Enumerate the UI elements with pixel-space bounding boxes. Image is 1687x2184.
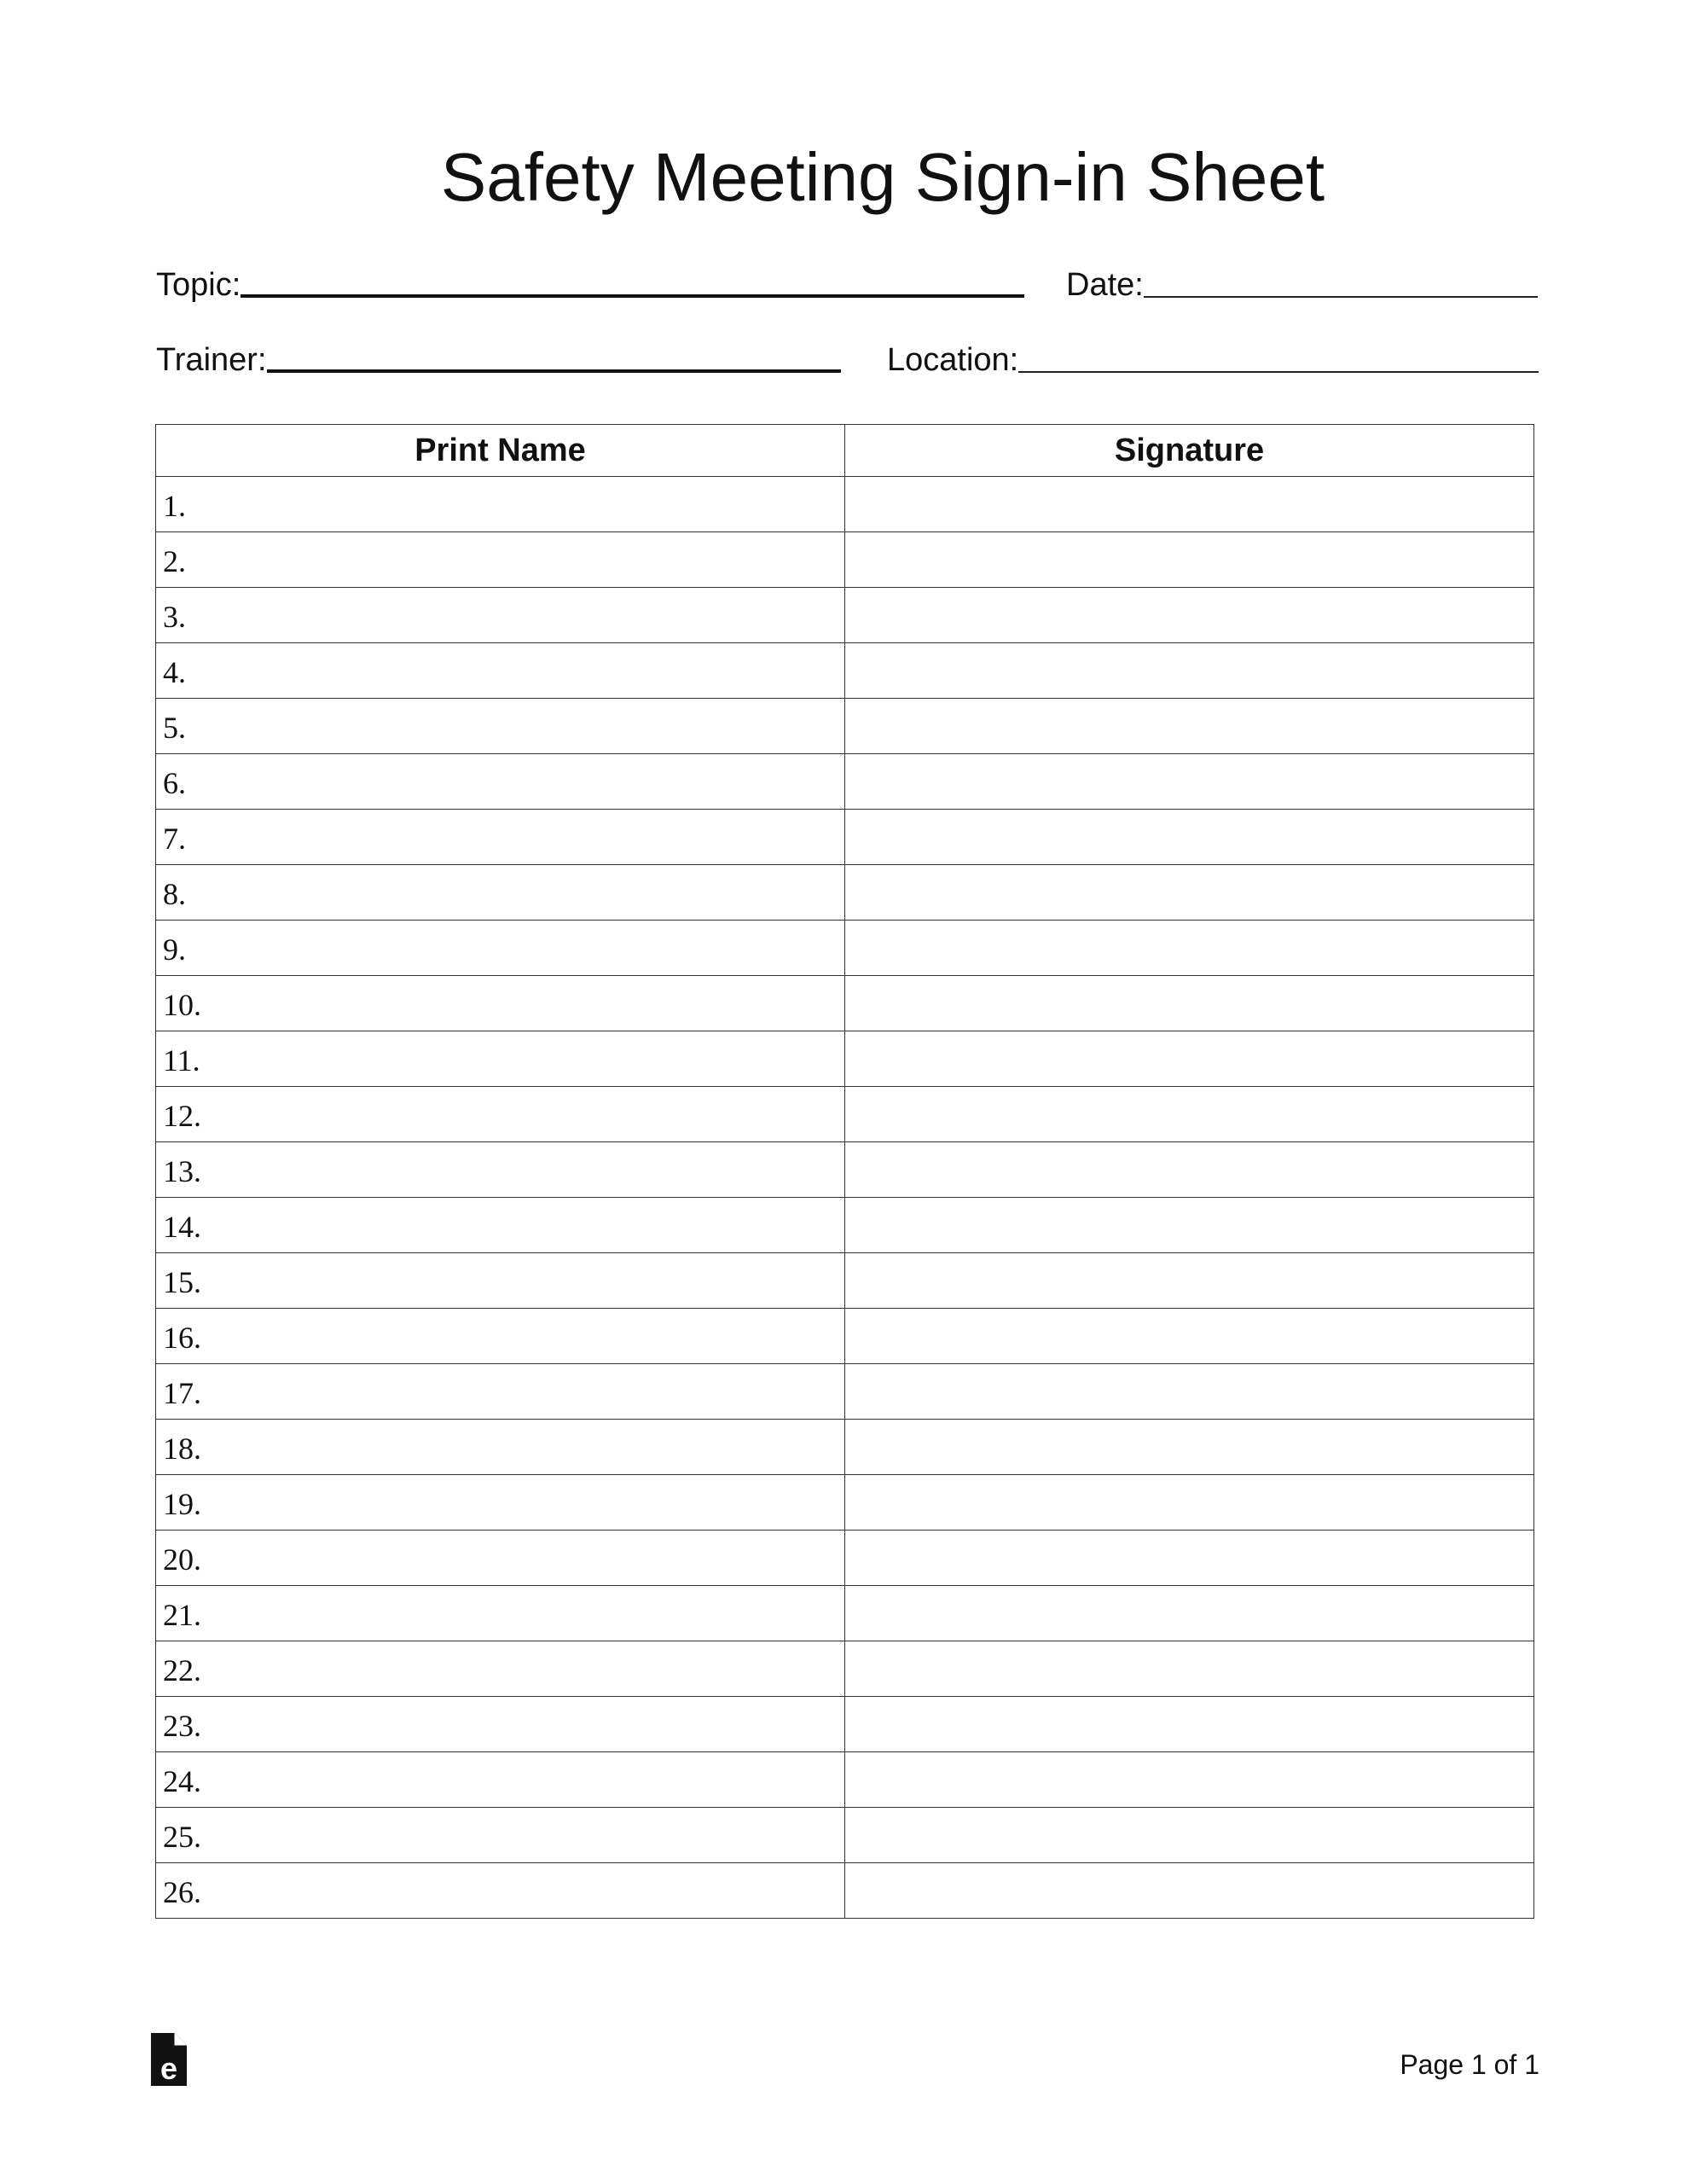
print-name-cell[interactable]: 12.	[156, 1087, 845, 1142]
print-name-cell[interactable]: 15.	[156, 1253, 845, 1309]
table-row	[156, 1253, 1534, 1309]
signature-cell[interactable]	[845, 643, 1534, 699]
signature-cell[interactable]	[845, 588, 1534, 643]
table-row	[156, 1697, 1534, 1752]
location-field[interactable]	[887, 344, 1539, 376]
table-row	[156, 810, 1534, 865]
print-name-cell[interactable]: 17.	[156, 1364, 845, 1420]
signature-cell[interactable]	[845, 1142, 1534, 1198]
signature-cell[interactable]	[845, 810, 1534, 865]
signature-cell[interactable]	[845, 1087, 1534, 1142]
print-name-cell[interactable]: 26.	[156, 1863, 845, 1919]
table-row	[156, 1475, 1534, 1531]
print-name-cell[interactable]: 9.	[156, 921, 845, 976]
signature-cell[interactable]	[845, 1309, 1534, 1364]
location-label: Location:	[887, 342, 1019, 378]
sign-in-table	[155, 424, 1534, 1919]
table-row	[156, 976, 1534, 1031]
signature-cell[interactable]	[845, 1697, 1534, 1752]
signature-cell[interactable]	[845, 976, 1534, 1031]
print-name-cell[interactable]: 11.	[156, 1031, 845, 1087]
print-name-cell[interactable]: 10.	[156, 976, 845, 1031]
print-name-cell[interactable]: 22.	[156, 1641, 845, 1697]
table-row	[156, 1586, 1534, 1641]
date-label: Date:	[1066, 267, 1144, 303]
topic-field[interactable]	[156, 269, 1024, 301]
table-row	[156, 1031, 1534, 1087]
trainer-input-line[interactable]	[267, 369, 841, 373]
print-name-cell[interactable]: 3.	[156, 588, 845, 643]
signature-cell[interactable]	[845, 1586, 1534, 1641]
table-row	[156, 865, 1534, 921]
signature-cell[interactable]	[845, 1198, 1534, 1253]
print-name-cell[interactable]: 19.	[156, 1475, 845, 1531]
table-row	[156, 921, 1534, 976]
print-name-cell[interactable]: 8.	[156, 865, 845, 921]
table-row	[156, 699, 1534, 754]
topic-input-line[interactable]	[241, 294, 1024, 298]
print-name-cell[interactable]: 5.	[156, 699, 845, 754]
print-name-cell[interactable]: 6.	[156, 754, 845, 810]
print-name-cell[interactable]: 1.	[156, 477, 845, 532]
signature-cell[interactable]	[845, 1253, 1534, 1309]
signature-cell[interactable]	[845, 1863, 1534, 1919]
trainer-label: Trainer:	[156, 342, 267, 378]
date-input-line[interactable]	[1144, 296, 1538, 298]
table-row	[156, 643, 1534, 699]
print-name-cell[interactable]: 14.	[156, 1198, 845, 1253]
table-row	[156, 1198, 1534, 1253]
signature-cell[interactable]	[845, 754, 1534, 810]
table-header-row	[156, 425, 1534, 477]
topic-label: Topic:	[156, 267, 241, 303]
print-name-cell[interactable]: 7.	[156, 810, 845, 865]
table-row	[156, 1808, 1534, 1863]
date-field[interactable]	[1066, 269, 1538, 301]
print-name-cell[interactable]: 21.	[156, 1586, 845, 1641]
signature-cell[interactable]	[845, 1752, 1534, 1808]
table-row	[156, 1863, 1534, 1919]
page-title: Safety Meeting Sign-in Sheet	[440, 139, 1325, 215]
signature-cell[interactable]	[845, 921, 1534, 976]
table-row	[156, 1420, 1534, 1475]
table-row	[156, 1752, 1534, 1808]
print-name-cell[interactable]: 16.	[156, 1309, 845, 1364]
signature-cell[interactable]	[845, 532, 1534, 588]
table-row	[156, 477, 1534, 532]
signature-cell[interactable]	[845, 1475, 1534, 1531]
signature-cell[interactable]	[845, 1808, 1534, 1863]
print-name-cell[interactable]: 4.	[156, 643, 845, 699]
signature-cell[interactable]	[845, 1641, 1534, 1697]
page-number: Page 1 of 1	[1400, 2049, 1539, 2080]
print-name-cell[interactable]: 13.	[156, 1142, 845, 1198]
table-row	[156, 1641, 1534, 1697]
signature-cell[interactable]	[845, 1531, 1534, 1586]
table-row	[156, 588, 1534, 643]
signature-cell[interactable]	[845, 477, 1534, 532]
print-name-header: Print Name	[156, 425, 845, 477]
table-row	[156, 754, 1534, 810]
print-name-cell[interactable]: 20.	[156, 1531, 845, 1586]
eforms-logo-icon	[151, 2033, 187, 2086]
table-body	[156, 477, 1534, 1919]
print-name-cell[interactable]: 2.	[156, 532, 845, 588]
svg-text:e: e	[159, 2051, 178, 2086]
table-row	[156, 1142, 1534, 1198]
signature-header: Signature	[845, 425, 1534, 477]
table-row	[156, 1087, 1534, 1142]
print-name-cell[interactable]: 24.	[156, 1752, 845, 1808]
signature-cell[interactable]	[845, 1031, 1534, 1087]
table-row	[156, 1364, 1534, 1420]
trainer-field[interactable]	[156, 344, 841, 376]
signature-cell[interactable]	[845, 865, 1534, 921]
table-row	[156, 1309, 1534, 1364]
signature-cell[interactable]	[845, 699, 1534, 754]
signature-cell[interactable]	[845, 1420, 1534, 1475]
signature-cell[interactable]	[845, 1364, 1534, 1420]
location-input-line[interactable]	[1018, 371, 1539, 373]
print-name-cell[interactable]: 25.	[156, 1808, 845, 1863]
table-row	[156, 532, 1534, 588]
print-name-cell[interactable]: 18.	[156, 1420, 845, 1475]
table-row	[156, 1531, 1534, 1586]
print-name-cell[interactable]: 23.	[156, 1697, 845, 1752]
